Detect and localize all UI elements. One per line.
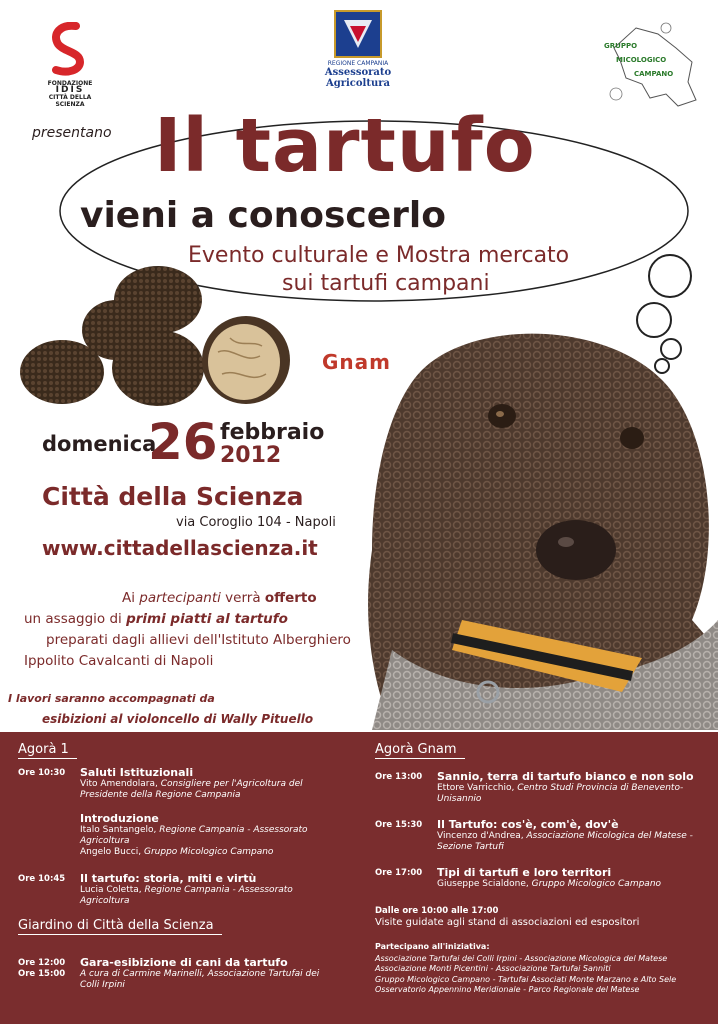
gnam-text: Gnam (322, 350, 391, 374)
speaker-name: Vincenzo d'Andrea, (437, 831, 527, 841)
speaker-role: Associazione Micologica del Matese -Sezione Tartufi (437, 831, 693, 852)
gruppo-line-1: GRUPPO (604, 42, 638, 50)
gruppo-line-2: MICOLOGICO (616, 56, 667, 64)
session-body (437, 818, 697, 853)
agora-gnam-heading: Agorà Gnam (375, 742, 465, 759)
session-title: Saluti Istituzionali (80, 766, 194, 779)
regione-campania-logo (296, 10, 420, 90)
page-subtitle: vieni a conoscerlo (80, 195, 446, 236)
campania-shield-icon (334, 10, 382, 58)
campania-map-icon (596, 18, 706, 118)
session-body (80, 766, 340, 801)
speaker-name: Giuseppe Scialdone, (437, 879, 532, 889)
offer-l1-d: offerto (264, 590, 317, 606)
assessorato-label: Assessorato Agricoltura (324, 67, 392, 89)
session-speaker (437, 879, 697, 890)
session-body (437, 770, 697, 805)
event-line-1: Evento culturale e Mostra mercato (188, 243, 570, 268)
session-title: Il Tartufo: cos'è, com'è, dov'è (437, 818, 619, 831)
speaker-name: Angelo Bucci, (80, 847, 144, 857)
visite-text: Visite guidate agli stand di associazioni ed espositori (375, 917, 640, 928)
gruppo-micologico-logo (596, 18, 706, 118)
idis-label-2: IDIS (55, 85, 85, 95)
partners-heading: Partecipano all'iniziativa: (375, 942, 490, 951)
offer-line-2 (24, 611, 288, 627)
speaker-role: Gruppo Micologico Campano (531, 879, 662, 889)
session-body (80, 956, 340, 991)
presentano-text: presentano (32, 125, 112, 141)
offer-l1-a: Ai (122, 590, 140, 606)
date-month: febbraio (220, 420, 325, 445)
session-time: Ore 15:30 (375, 820, 423, 830)
session-speaker (437, 783, 697, 805)
session-speaker (80, 885, 340, 907)
session-speaker-1 (80, 825, 340, 847)
visite-guidate (375, 906, 715, 934)
program-panel (0, 732, 718, 1024)
session-speaker (80, 969, 340, 991)
lavori-line-1: I lavori saranno accompagnati da (8, 692, 215, 705)
speaker-role: Gruppo Micologico Campano (143, 847, 274, 857)
session-body (80, 872, 340, 907)
session-title: Il tartufo: storia, miti e virtù (80, 872, 257, 885)
session-time-1: Ore 12:00 (18, 958, 66, 968)
partners-line: Osservatorio Appennino Meridionale - Parco Regionale del Matese (375, 985, 640, 994)
offer-l1-c: verrà (220, 590, 265, 606)
speaker-role: Consigliere per l'Agricoltura del Presidente della Regione Campania (80, 779, 303, 800)
session-title: Tipi di tartufi e loro territori (437, 866, 612, 879)
speaker-name: Ettore Varricchio, (437, 783, 518, 793)
campania-label: REGIONE CAMPANIA (327, 60, 389, 67)
idis-label-1: FONDAZIONE (47, 80, 93, 87)
idis-logo-text (40, 80, 100, 108)
agora1-session-2 (18, 812, 358, 868)
offer-line-3: preparati dagli allievi dell'Istituto Alberghiero (46, 632, 351, 648)
speaker-role: Regione Campania - Assessorato Agricoltura (80, 885, 293, 906)
event-line-2: sui tartufi campani (282, 271, 490, 296)
speaker-name: Italo Santangelo, (80, 825, 160, 835)
partners-block (375, 942, 715, 996)
partners-line: Associazione Monti Picentini - Associazione Tartufai Sanniti (375, 964, 611, 973)
speaker-role: Regione Campania - Assessorato Agricoltura (80, 825, 308, 846)
dog-image (352, 320, 718, 730)
partners-line: Associazione Tartufai dei Colli Irpini - Associazione Micologica del Matese (375, 953, 668, 963)
session-speaker (80, 779, 340, 801)
giardino-session (18, 956, 358, 996)
lavori-line-2-a: esibizioni al violoncello di (42, 712, 221, 726)
agora1-session-1 (18, 766, 358, 806)
session-title: Introduzione (80, 812, 159, 825)
visite-time: Dalle ore 10:00 alle 17:00 (375, 906, 499, 916)
lavori-line-2-b: Wally Pituello (220, 712, 314, 726)
agora1-session-3 (18, 872, 358, 908)
agora1-heading: Agorà 1 (18, 742, 77, 759)
thought-bubble-large (648, 254, 692, 298)
speaker-role: Centro Studi Provincia di Benevento-Unisannio (437, 783, 684, 804)
date-day-name: domenica (42, 432, 157, 456)
giardino-heading: Giardino di Città della Scienza (18, 918, 222, 935)
gnam-session-2 (375, 818, 715, 858)
venue-name: Città della Scienza (42, 482, 304, 511)
offer-l1-b: partecipanti (139, 590, 221, 606)
speaker-role: A cura di Carmine Marinelli, Associazione Tartufai dei Colli Irpini (80, 969, 320, 990)
date-year: 2012 (220, 443, 282, 468)
offer-l2-b: primi piatti al tartufo (126, 611, 288, 627)
date-day-number: 26 (148, 413, 218, 471)
session-time-2: Ore 15:00 (18, 969, 66, 979)
session-time: Ore 10:45 (18, 874, 66, 884)
session-time: Ore 13:00 (375, 772, 423, 782)
session-time: Ore 17:00 (375, 868, 423, 878)
idis-label-3: CITTÀ DELLA SCIENZA (48, 94, 92, 108)
truffles-image (18, 260, 308, 410)
session-times (18, 958, 65, 980)
speaker-name: Lucia Coletta, (80, 885, 145, 895)
session-time: Ore 10:30 (18, 768, 66, 778)
offer-line-1 (122, 590, 317, 606)
gruppo-line-3: CAMPANO (634, 70, 674, 78)
page-title: Il tartufo (154, 103, 536, 189)
partners-line: Gruppo Micologico Campano - Tartufai Associati Monte Marzano e Alto Sele (375, 974, 677, 984)
lavori-line-2 (42, 712, 313, 726)
gnam-session-1 (375, 770, 715, 810)
session-title: Sannio, terra di tartufo bianco e non solo (437, 770, 694, 783)
venue-website[interactable]: www.cittadellascienza.it (42, 536, 318, 560)
session-body (80, 812, 340, 858)
gnam-session-3 (375, 866, 715, 896)
session-body (437, 866, 697, 890)
venue-address: via Coroglio 104 - Napoli (176, 515, 336, 530)
session-speaker (437, 831, 697, 853)
idis-s-icon (46, 22, 90, 76)
idis-logo (40, 22, 100, 112)
session-title: Gara-esibizione di cani da tartufo (80, 956, 288, 969)
offer-line-4: Ippolito Cavalcanti di Napoli (24, 653, 214, 669)
speaker-name: Vito Amendolara, (80, 779, 161, 789)
offer-l2-a: un assaggio di (24, 611, 127, 627)
session-speaker-2 (80, 847, 340, 858)
